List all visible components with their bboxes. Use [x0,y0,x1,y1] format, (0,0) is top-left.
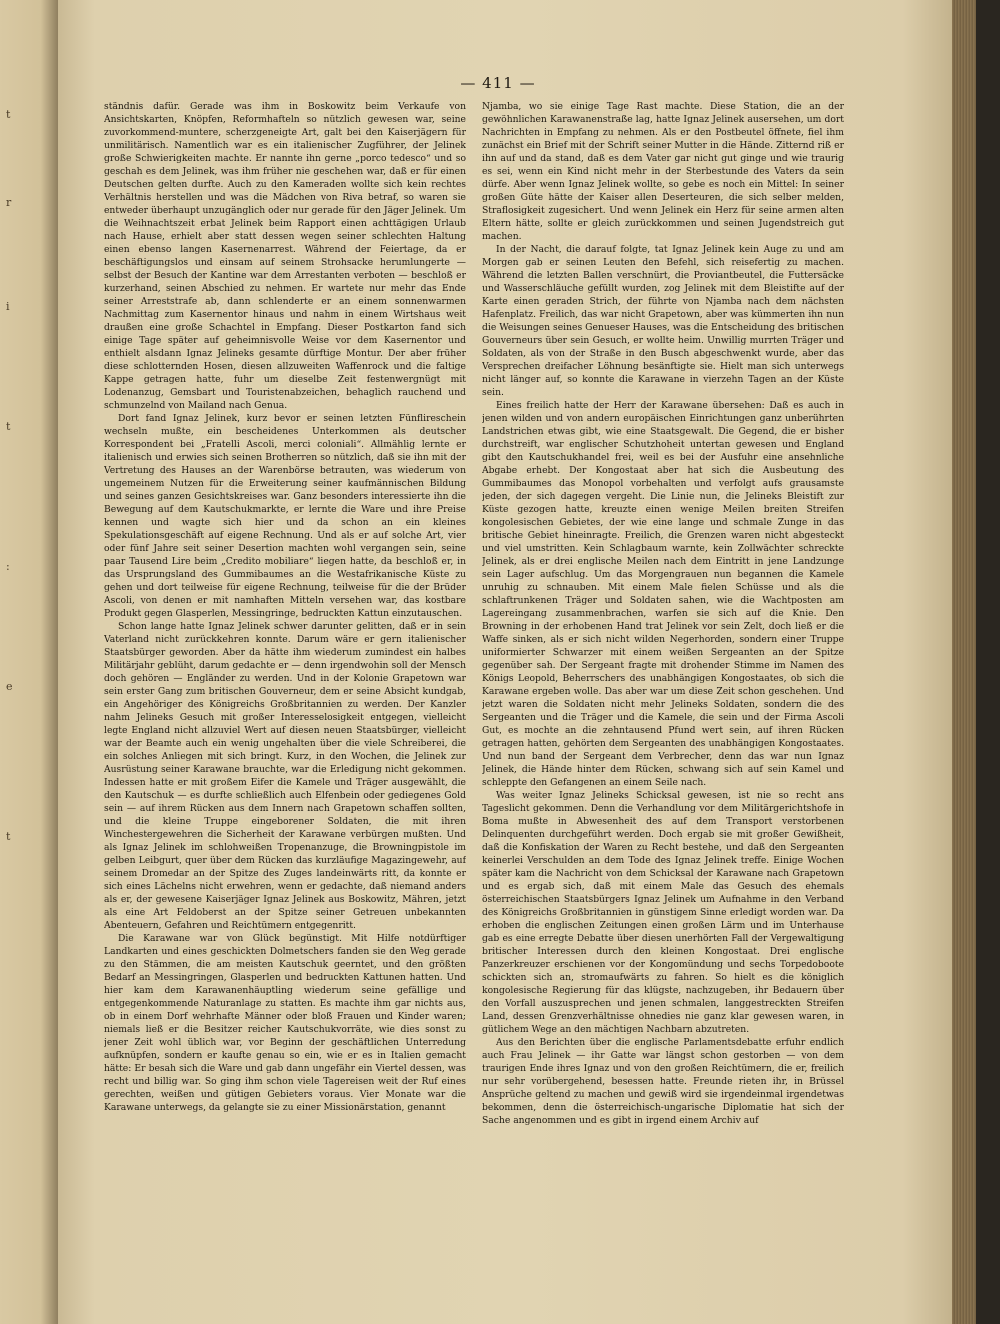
edge-glyph: t [6,830,11,843]
paragraph: Aus den Berichten über die englische Parlamentsdebatte erfuhr endlich auch Frau Jelinek — ihr Gatte war längst schon gestorben — von dem traurigen Ende ihres Ignaz und von den großen Reichtümern, die er, freilich nur sehr vorübergehend, besessen hatte. Freunde rieten ihr, in Brüssel Ansprüche geltend zu machen und gewiß wird sie irgendeinmal irgendetwas bekommen, denn die österreichisch-ungarische Diplomatie hat sich der Sache angenommen und es gibt in irgend einem Archiv auf [482,1037,844,1126]
paragraph: Eines freilich hatte der Herr der Karawane übersehen: Daß es auch in jenen wilden und von andern europäischen Einrichtungen ganz unberührten Landstrichen etwas gibt, wie eine Staatsgewalt. Die Gegend, die er bisher durchstreift, war englischer Schutzhoheit untertan gewesen und England gibt den Kautschukhandel frei, weil es bei der Ausfuhr eine ansehnliche Abgabe erhebt. Der Kongostaat aber hat sich die Ausbeutung des Gummibaumes das Monopol vorbehalten und verfolgt aufs grausamste jeden, der sich dagegen vergeht. Die Linie nun, die Jelineks Bleistift zur Küste gezogen hatte, kreuzte einen wenige Meilen breiten Streifen kongolesischen Gebietes, der wie eine lange und schmale Zunge in das britische Gebiet hineinragte. Freilich, die Grenzen waren nicht abgesteckt und viel umstritten. Kein Schlagbaum warnte, kein Zollwächter schreckte Jelinek, als er drei englische Meilen nach dem Eintritt in jene Landzunge sein Lager aufschlug. Um das Morgengrauen nun begannen die Kamele unruhig zu schnauben. Mit einem Male fielen Schüsse und als die schlaftrunkenen Träger und Soldaten sahen, wie die Wachtposten am Lagereingang zusammenbrachen, warfen sie sich auf die Knie. Den Browning in der erhobenen Hand trat Jelinek vor sein Zelt, doch ließ er die Waffe sinken, als er sich nicht wilden Negerhorden, sondern einer Truppe uniformierter Schwarzer mit einem weißen Sergeanten an der Spitze gegenüber sah. Der Sergeant fragte mit drohender Stimme im Namen des Königs Leopold, Beherrschers des unabhängigen Kongostaates, ob sich die Karawane ergeben wolle. Das aber war um diese Zeit schon geschehen. Und jetzt waren die Soldaten nicht mehr Jelineks Soldaten, sondern die des Sergeanten und die Träger und die Kamele, die sein und der Firma Ascoli Gut, es mochte an die zehntausend Pfund wert sein, auf ihren Rücken getragen hatten, gehörten dem Sergeanten des unabhängigen Kongostaates. Und nun band der Sergeant dem Verbrecher, denn das war nun Ignaz Jelinek, die Hände hinter dem Rücken, schwang sich auf sein Kamel und schleppte den Gefangenen an einem Seile nach. [482,400,844,788]
paragraph: Dort fand Ignaz Jelinek, kurz bevor er seinen letzten Fünflireschein wechseln mußte, ein bescheidenes Unterkommen als deutscher Korrespondent bei „Fratelli Ascoli, merci coloniali“. Allmählig lernte er italienisch und erwies sich seinen Brotherren so nützlich, daß sie ihn mit der Vertretung des Hauses an der Warenbörse betrauten, was wiederum von ungemeinem Nutzen für die Erweiterung seiner kaufmännischen Bildung und seines ganzen Gesichtskreises war. Ganz besonders interessierte ihn die Bewegung auf dem Kautschukmarkte, er lernte die Ware und ihre Preise kennen und wagte sich hier und da schon an ein kleines Spekulationsgeschäft auf eigene Rechnung. Und als er auf solche Art, vier oder fünf Jahre seit seiner Desertion machten wohl vergangen sein, seine paar Tausend Lire beim „Credito mobiliare“ liegen hatte, da beschloß er, in das Ursprungsland des Gummibaumes an die Westafrikanische Küste zu gehen und dort teilweise für eigene Rechnung, teilweise für die der Brüder Ascoli, von denen er mit namhaften Mitteln versehen war, das kostbare Produkt gegen Glasperlen, Messingringe, bedruckten Kattun einzutauschen. [104,413,466,619]
edge-glyph: : [6,560,10,573]
text-column-right [482,100,844,1290]
page-number: — 411 — [460,74,536,92]
paragraph: Die Karawane war von Glück begünstigt. Mit Hilfe notdürftiger Landkarten und eines geschickten Dolmetschers fanden sie den Weg gerade zu den Stämmen, die am meisten Kautschuk geerntet, und den größten Bedarf an Messingringen, Glasperlen und bedruckten Kattunen hatten. Und hier kam dem Karawanenhäuptling wiederum seine gefällige und entgegenkommende Naturanlage zu statten. Es machte ihm gar nichts aus, ob in einem Dorf wehrhafte Männer oder bloß Frauen und Kinder waren; niemals ließ er die Besitzer reicher Kautschukvorräte, wie dies sonst zu jener Zeit wohl üblich war, vor Beginn der geschäftlichen Unterredung aufknüpfen, sondern er kaufte genau so ein, wie er es in Italien gemacht hätte: Er besah sich die Ware und gab dann ungefähr ein Viertel dessen, was recht und billig war. So ging ihm schon viele Tagereisen weit der Ruf eines gerechten, weißen und gütigen Gebieters voraus. Vier Monate war die Karawane unterwegs, da gelangte sie zu einer Missionärstation, genannt [104,933,466,1113]
edge-glyph: i [6,300,10,313]
edge-glyph: e [6,680,13,693]
edge-glyph: t [6,420,11,433]
edge-glyph: r [6,196,12,209]
paragraph: ständnis dafür. Gerade was ihm in Boskowitz beim Verkaufe von Ansichtskarten, Knöpfen, Reformhafteln so nützlich gewesen war, seine zuvorkommend-muntere, scherzgeneigte Art, galt bei den Kaiserjägern für unmilitärisch. Namentlich war es ein italienischer Zugführer, der Jelinek große Schwierigkeiten machte. Er nannte ihn gerne „porco tedesco“ und so geschah es dem Jelinek, was ihm früher nie geschehen war, daß er für einen Deutschen gelten durfte. Auch zu den Kameraden wollte sich kein rechtes Verhältnis herstellen und was die Mädchen von Riva betraf, so waren sie entweder überhaupt unzugänglich oder nur gerade für den Jäger Jelinek. Um die Weihnachtszeit erbat Jelinek beim Rapport einen achttägigen Urlaub nach Hause, erhielt aber statt dessen wegen seiner schlechten Haltung einen ebenso langen Kasernenarrest. Während der Feiertage, da er beschäftigungslos und einsam auf seinem Strohsacke herumlungerte — selbst der Besuch der Kantine war dem Arrestanten verboten — beschloß er kurzerhand, seinen Abschied zu nehmen. Er wartete nur mehr das Ende seiner Arreststrafe ab, dann schlenderte er an einem sonnenwarmen Nachmittag zum Kasernentor hinaus und nahm in einem Wirtshaus weit draußen eine große Schachtel in Empfang. Dieser Postkarton fand sich einige Tage später auf geheimnisvolle Weise vor dem Kasernentor und enthielt alsdann Ignaz Jelineks gesamte dürftige Montur. Der aber früher diese schlotternden Hosen, diesen allzuweiten Waffenrock und die faltige Kappe getragen hatte, fuhr um dieselbe Zeit festenwergnügt mit Lodenanzug, Gemsbart und Touristenabzeichen, behaglich rauchend und schmunzelnd von Mailand nach Genua. [104,101,466,411]
adjacent-page-edge [0,0,58,1324]
text-column-left [104,100,466,1290]
stacked-page-edges [952,0,976,1324]
paragraph: Was weiter Ignaz Jelineks Schicksal gewesen, ist nie so recht ans Tageslicht gekommen. Denn die Verhandlung vor dem Militärgerichtshofe in Boma mußte in Abwesenheit des auf dem Transport verstorbenen Delinquenten durchgeführt werden. Doch ergab sie mit großer Gewißheit, daß die Konfiskation der Waren zu Recht bestehe, und daß den Sergeanten keinerlei Verschulden an dem Tode des Ignaz Jelinek treffe. Einige Wochen später kam die Nachricht von dem Schicksal der Karawane nach Grapetown und es ergab sich, daß mit einem Male das Gesuch des ehemals österreichischen Staatsbürgers Ignaz Jelinek um Aufnahme in den Verband des Königreichs Großbritannien in günstigem Sinne erledigt worden war. Da erhoben die englischen Zeitungen einen großen Lärm und im Unterhause gab es eine erregte Debatte über diesen unerhörten Fall der Vergewaltigung britischer Interessen durch den kleinen Kongostaat. Drei englische Panzerkreuzer erschienen vor der Kongomündung und sechs Torpedoboote schickten sich an, stromaufwärts zu fahren. So hielt es die königlich kongolesische Regierung für das klügste, nachzugeben, ihr Bedauern über den Vorfall auszusprechen und jenen schmalen, langgestreckten Streifen Land, dessen Grenzverhältnisse ohnedies nie ganz klar gewesen waren, in gütlichem Wege an den mächtigen Nachbarn abzutreten. [482,790,844,1035]
paragraph: Schon lange hatte Ignaz Jelinek schwer darunter gelitten, daß er in sein Vaterland nicht zurückkehren konnte. Darum wäre er gern italienischer Staatsbürger geworden. Aber da hätte ihm wiederum zumindest ein halbes Militärjahr geblüht, darum gedachte er — denn irgendwohin soll der Mensch doch gehören — Engländer zu werden. Und in der Kolonie Grapetown war sein erster Gang zum britischen Gouverneur, dem er seine Absicht kundgab, ein Angehöriger des Königreichs Großbritannien zu werden. Der Kanzler nahm Jelineks Gesuch mit großer Interesselosigkeit entgegen, vielleicht legte England nicht allzuviel Wert auf diesen neuen Staatsbürger, vielleicht war der Beamte auch ein wenig ungehalten über die viele Schreiberei, die ein solches Anliegen mit sich bringt. Kurz, in den Wochen, die Jelinek zur Ausrüstung seiner Karawane brauchte, war die Erledigung nicht gekommen. Indessen hatte er mit großem Eifer die Kamele und Träger ausgewählt, die den Kautschuk — es durfte schließlich auch Elfenbein oder gediegenes Gold sein — auf ihrem Rücken aus dem Innern nach Grapetown schaffen sollten, und die kleine Truppe eingeborener Soldaten, die mit ihren Winchestergewehren die Sicherheit der Karawane verbürgen mußten. Und als Ignaz Jelinek im schlohweißen Tropenanzuge, die Browningpistole im gelben Leibgurt, quer über dem Rücken das kurzläufige Magazingewehr, auf seinem Dromedar an der Spitze des Zuges landeinwärts ritt, da konnte er sich eines Lächelns nicht erwehren, wenn er gedachte, daß niemand anders als er, der gewesene Kaiserjäger Ignaz Jelinek aus Boskowitz, Mähren, jetzt als eine Art Feldoberst an der Spitze seiner Getreuen unbekannten Abenteuern, Gefahren und Reichtümern entgegenritt. [104,621,466,931]
paragraph: In der Nacht, die darauf folgte, tat Ignaz Jelinek kein Auge zu und am Morgen gab er seinen Leuten den Befehl, sich reisefertig zu machen. Während die letzten Ballen verschnürt, die Proviantbeutel, die Futtersäcke und Wasserschläuche gefüllt wurden, zog Jelinek mit dem Bleistifte auf der Karte einen geraden Strich, der führte von Njamba nach dem nächsten Hafenplatz. Freilich, das war nicht Grapetown, aber was kümmerten ihn nun die Weisungen seines Genueser Hauses, was die Entscheidung des britischen Gouverneurs über sein Gesuch, er wollte heim. Unwillig murrten Träger und Soldaten, als von der Straße in den Busch abgeschwenkt wurde, aber das Versprechen dreifacher Löhnung besänftigte sie. Hielt man sich unterwegs nicht länger auf, so konnte die Karawane in vierzehn Tagen an der Küste sein. [482,244,844,398]
paragraph: Njamba, wo sie einige Tage Rast machte. Diese Station, die an der gewöhnlichen Karawanenstraße lag, hatte Ignaz Jelinek ausersehen, um dort Nachrichten in Empfang zu nehmen. Als er den Postbeutel öffnete, fiel ihm zunächst ein Brief mit der Schrift seiner Mutter in die Hände. Zitternd riß er ihn auf und da stand, daß es dem Vater gar nicht gut ginge und wie traurig es sei, wenn ein Kind nicht mehr in der Sterbestunde des Vaters da sein dürfe. Aber wenn Ignaz Jelinek wollte, so gebe es noch ein Mittel: In seiner großen Güte hätte der Kaiser allen Deserteuren, die sich selber melden, Straflosigkeit zugesichert. Und wenn Jelinek ein Herz für seine armen alten Eltern hätte, sollte er gleich zurückkommen und seinen Jugendstreich gut machen. [482,101,844,242]
edge-glyph: t [6,108,11,121]
book-page [58,0,976,1324]
